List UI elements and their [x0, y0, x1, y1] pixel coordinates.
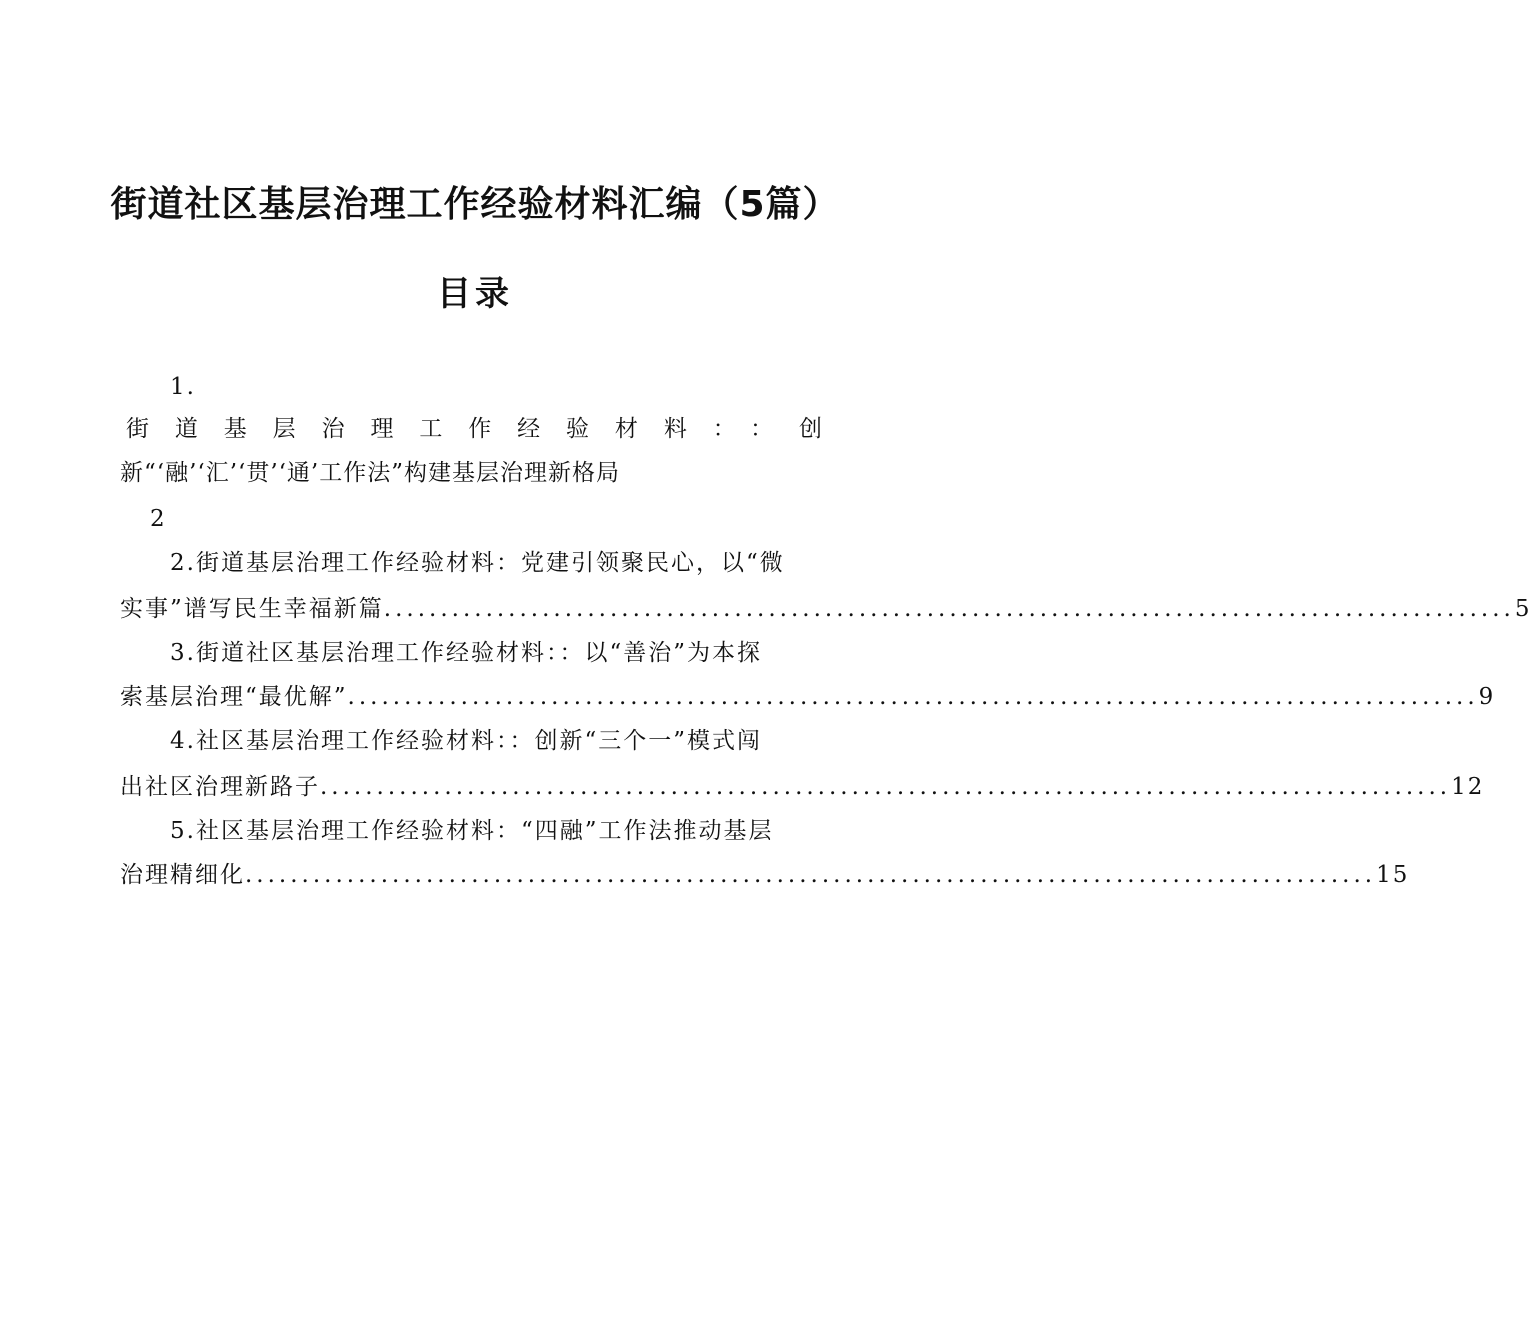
toc-entry-4-page: 12 [1451, 774, 1485, 800]
toc-leader-dots: .................................................................................................... [383, 596, 1515, 622]
toc-entry-3-line-2[interactable] [120, 682, 1496, 712]
toc-entry-2-line-1[interactable]: 2.街道基层治理工作经验材料：党建引领聚民心，以“微 [170, 550, 785, 576]
toc-heading: 目录 [437, 274, 513, 314]
toc-entry-3-line-1[interactable]: 3.街道社区基层治理工作经验材料：：以“善治”为本探 [170, 640, 762, 666]
toc-entry-4-line-1[interactable]: 4.社区基层治理工作经验材料：：创新“三个一”模式闯 [170, 728, 762, 754]
toc-entry-1-page: 2 [150, 506, 167, 532]
toc-entry-1-line-1[interactable]: 街道基层治理工作经验材料：：创 [126, 416, 822, 442]
toc-entry-4-text: 出社区治理新路子 [120, 774, 320, 800]
toc-entry-2-page: 5 [1514, 596, 1532, 622]
toc-leader-dots: .................................................................................................... [347, 684, 1479, 710]
toc-entry-5-text: 治理精细化 [120, 862, 245, 888]
toc-entry-2-text: 实事”谱写民生幸福新篇 [120, 596, 384, 622]
toc-entry-3-text: 索基层治理“最优解” [120, 684, 348, 710]
toc-entry-5-line-2[interactable] [120, 860, 1410, 890]
toc-leader-dots: .................................................................................................... [245, 862, 1377, 888]
toc-entry-1-line-2[interactable]: 新“‘融’‘汇’‘贯’‘通’工作法”构建基层治理新格局 [120, 460, 621, 486]
toc-entry-4-line-2[interactable] [120, 772, 1485, 802]
toc-leader-dots: .................................................................................................... [320, 774, 1452, 800]
document-title: 街道社区基层治理工作经验材料汇编（5篇） [110, 184, 840, 225]
toc-entry-5-page: 15 [1376, 862, 1410, 888]
toc-entry-2-line-2[interactable] [120, 594, 1532, 624]
toc-entry-1-number: 1. [170, 374, 196, 400]
toc-entry-3-page: 9 [1478, 684, 1496, 710]
toc-entry-5-line-1[interactable]: 5.社区基层治理工作经验材料：“四融”工作法推动基层 [170, 818, 774, 844]
